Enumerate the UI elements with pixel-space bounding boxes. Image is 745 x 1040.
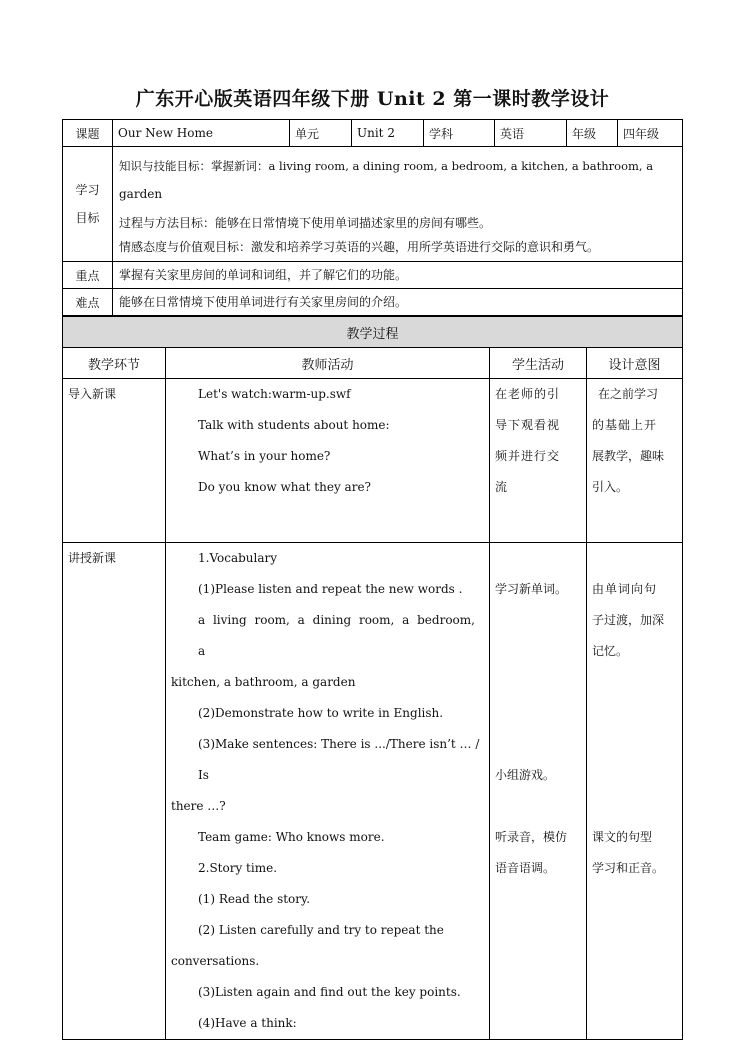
intent-new — [587, 543, 683, 1040]
teacher-line: there …? — [171, 799, 226, 813]
emotion-goal: 情感态度与价值观目标：激发和培养学习英语的兴趣，用所学英语进行交际的意识和勇气。 — [119, 240, 600, 254]
process-header: 教学过程 — [63, 317, 683, 348]
student-line: 频并进行交 — [495, 449, 561, 463]
intent-line: 学习和正音。 — [592, 861, 665, 875]
goals-label-line-2: 目标 — [75, 211, 100, 225]
document-title: 广东开心版英语四年级下册 Unit 2 第一课时教学设计 — [135, 88, 610, 110]
teacher-line: (2)Demonstrate how to write in English. — [198, 706, 444, 720]
teacher-line: (1)Please listen and repeat the new words . — [198, 582, 463, 596]
key-label: 重点 — [63, 262, 113, 289]
teacher-line: Do you know what they are? — [198, 480, 371, 494]
unit-label: 单元 — [290, 120, 352, 147]
teacher-line: a living room, a dining room, a bedroom, a — [198, 613, 475, 658]
subject-value: 英语 — [495, 120, 567, 147]
process-table — [62, 316, 683, 1040]
difficulty-label: 难点 — [63, 289, 113, 316]
unit-value: Unit 2 — [352, 120, 424, 147]
intent-line: 由单词向句 — [592, 582, 658, 596]
goals-label — [63, 147, 113, 262]
difficulty-row — [63, 289, 683, 316]
intent-line: 展教学，趣味 — [592, 449, 665, 463]
teacher-line: (3)Make sentences: There is .../There isn’t … / Is — [198, 737, 480, 782]
student-line: 流 — [495, 480, 509, 494]
teacher-line: 1.Vocabulary — [198, 551, 278, 565]
column-header-intent: 设计意图 — [587, 348, 683, 379]
student-activity-new — [490, 543, 587, 1040]
teacher-line: Team game: Who knows more. — [198, 830, 385, 844]
stage-new: 讲授新课 — [63, 543, 166, 1040]
lesson-info-table — [62, 119, 683, 147]
student-line: 导下观看视 — [495, 418, 561, 432]
intent-line: 在之前学习 — [598, 387, 659, 401]
student-activity-intro — [490, 379, 587, 543]
key-row — [63, 262, 683, 289]
teacher-line: What’s in your home? — [198, 449, 331, 463]
goals-content — [113, 147, 683, 262]
knowledge-goal-line-2: garden — [119, 187, 163, 201]
knowledge-goal-line-1: 知识与技能目标：掌握新词：a living room, a dining room, a bedroom, a kitchen, a bathroom, a — [119, 159, 654, 173]
info-row — [63, 120, 683, 147]
difficulty-text: 能够在日常情境下使用单词进行有关家里房间的介绍。 — [113, 289, 683, 316]
teacher-line: (2) Listen carefully and try to repeat the — [198, 923, 444, 937]
teacher-line: 2.Story time. — [198, 861, 278, 875]
student-line: 小组游戏。 — [495, 768, 556, 782]
teacher-line: Talk with students about home: — [198, 418, 390, 432]
teacher-line: (3)Listen again and find out the key points. — [198, 985, 461, 999]
teacher-activity-new — [166, 543, 490, 1040]
subject-label: 学科 — [424, 120, 495, 147]
teacher-activity-intro — [166, 379, 490, 543]
process-goal: 过程与方法目标：能够在日常情境下使用单词描述家里的房间有哪些。 — [119, 216, 492, 230]
student-line: 在老师的引 — [495, 387, 561, 401]
student-line: 学习新单词。 — [495, 582, 568, 596]
key-text: 掌握有关家里房间的单词和词组，并了解它们的功能。 — [113, 262, 683, 289]
intent-intro — [587, 379, 683, 543]
grade-value: 四年级 — [618, 120, 683, 147]
column-header-teacher: 教师活动 — [166, 348, 490, 379]
topic-value: Our New Home — [113, 120, 290, 147]
column-header-stage: 教学环节 — [63, 348, 166, 379]
teacher-line: (1) Read the story. — [198, 892, 311, 906]
student-line: 听录音，模仿 — [495, 830, 568, 844]
topic-label: 课题 — [63, 120, 113, 147]
goals-row — [63, 147, 683, 262]
table-row — [63, 543, 683, 1040]
intent-line: 记忆。 — [592, 644, 629, 658]
intent-line: 引入。 — [592, 480, 629, 494]
grade-label: 年级 — [567, 120, 618, 147]
teacher-line: Let's watch:warm-up.swf — [198, 387, 351, 401]
goals-table — [62, 146, 683, 316]
intent-line: 子过渡，加深 — [592, 613, 665, 627]
stage-intro: 导入新课 — [63, 379, 166, 543]
goals-label-line-1: 学习 — [75, 183, 100, 197]
table-row — [63, 379, 683, 543]
teacher-line: conversations. — [171, 954, 260, 968]
teacher-line: (4)Have a think: — [198, 1016, 297, 1030]
process-column-headers — [63, 348, 683, 379]
column-header-student: 学生活动 — [490, 348, 587, 379]
intent-line: 的基础上开 — [592, 418, 658, 432]
student-line: 语音语调。 — [495, 861, 556, 875]
intent-line: 课文的句型 — [592, 830, 653, 844]
teacher-line: kitchen, a bathroom, a garden — [171, 675, 356, 689]
